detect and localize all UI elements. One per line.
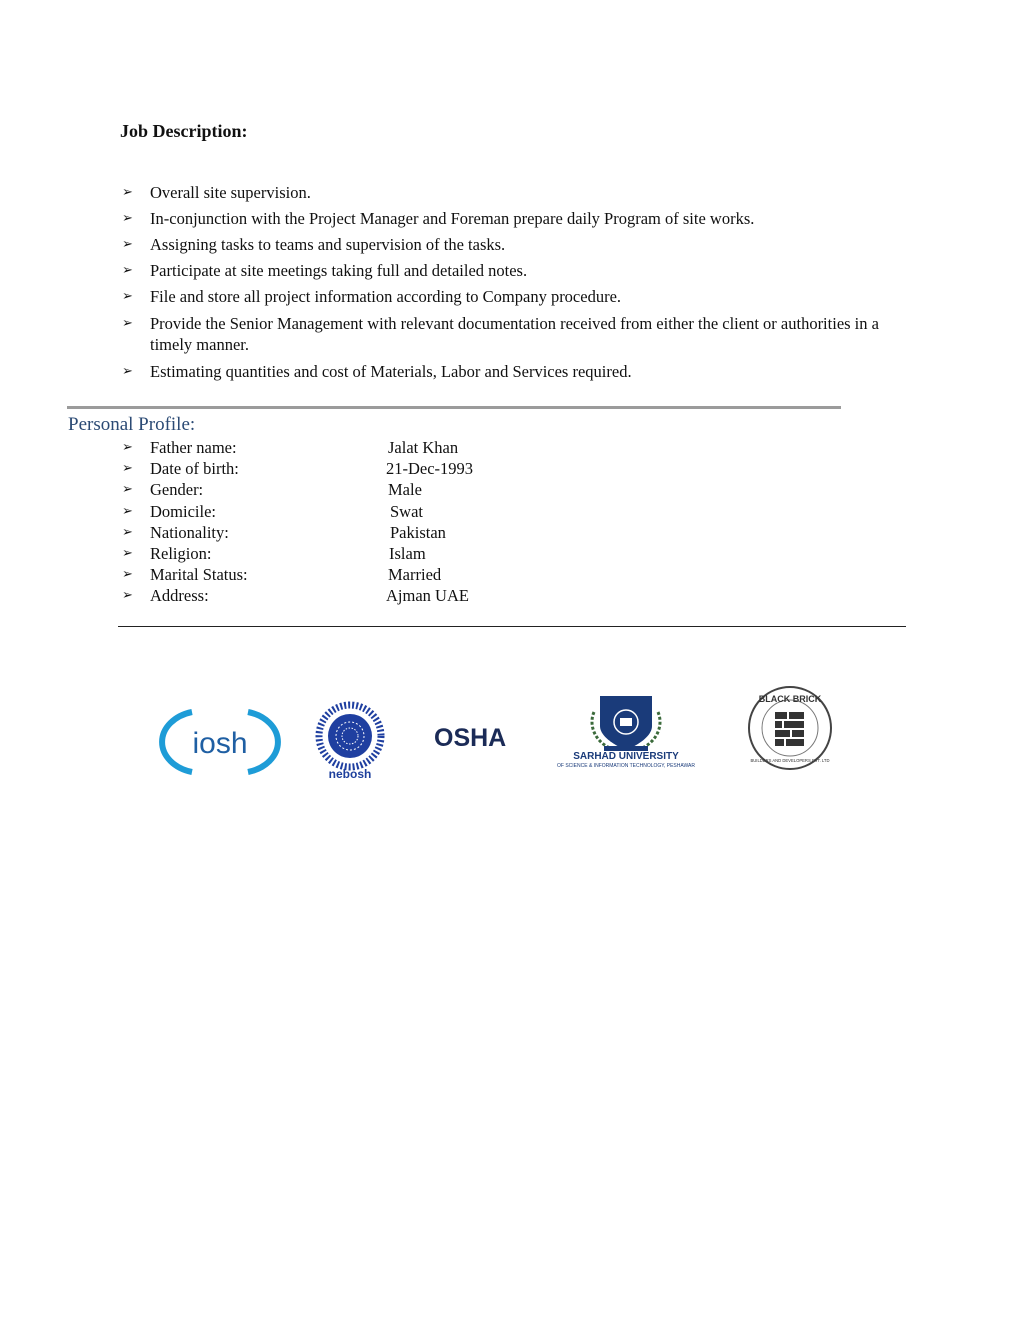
iosh-logo-text: iosh (192, 727, 248, 760)
list-item: ➢ Participate at site meetings taking full and detailed notes. (122, 261, 528, 280)
arrow-bullet-icon: ➢ (122, 588, 133, 604)
arrow-bullet-icon: ➢ (122, 237, 133, 252)
list-item: ➢ In-conjunction with the Project Manager and Foreman prepare daily Program of site works. (122, 209, 755, 228)
arrow-bullet-icon: ➢ (122, 503, 133, 519)
nebosh-logo-text: nebosh (328, 767, 372, 781)
black-brick-logo-text: BLACK BRICK (758, 694, 822, 704)
sarhad-logo-text: SARHAD UNIVERSITY (573, 751, 679, 762)
arrow-bullet-icon: ➢ (122, 289, 133, 304)
black-brick-logo-subtext: BUILDERS AND DEVELOPERS PVT. LTD (750, 758, 830, 763)
profile-label: Father name: (150, 438, 237, 457)
section-divider (67, 406, 841, 409)
section-divider (118, 626, 906, 627)
profile-value: Jalat Khan (388, 438, 459, 457)
job-description-list (120, 182, 880, 382)
arrow-bullet-icon: ➢ (122, 211, 133, 226)
sarhad-university-logo (557, 692, 695, 774)
arrow-bullet-icon: ➢ (122, 364, 133, 379)
list-item: ➢ Assigning tasks to teams and supervision of the tasks. (122, 235, 506, 254)
profile-value: Pakistan (390, 522, 446, 542)
iosh-logo (176, 706, 264, 778)
profile-value: 21-Dec-1993 (386, 459, 474, 479)
osha-logo (432, 722, 522, 754)
profile-value: Swat (390, 501, 423, 521)
profile-label: Nationality: (150, 522, 229, 542)
arrow-bullet-icon: ➢ (122, 567, 133, 583)
arrow-bullet-icon: ➢ (122, 461, 133, 477)
profile-value: Islam (389, 543, 426, 563)
profile-value: Married (388, 565, 442, 585)
profile-label: Date of birth: (150, 459, 239, 479)
profile-label: Address: (150, 586, 209, 606)
black-brick-logo (744, 686, 836, 770)
job-description-heading: Job Description: (120, 121, 248, 141)
arrow-bullet-icon: ➢ (122, 482, 133, 498)
profile-value: Ajman UAE (386, 586, 469, 606)
personal-profile-title: Personal Profile: (68, 414, 196, 435)
list-item: ➢ Estimating quantities and cost of Materials, Labor and Services required. (122, 362, 632, 381)
sarhad-logo-subtext: OF SCIENCE & INFORMATION TECHNOLOGY, PESHAWAR (557, 763, 695, 769)
profile-label: Domicile: (150, 501, 216, 521)
nebosh-logo (312, 703, 388, 783)
list-item: ➢ Provide the Senior Management with relevant documentation received from either the client or authorities in a timely manner. (122, 314, 879, 354)
profile-value: Male (388, 480, 422, 500)
arrow-bullet-icon: ➢ (122, 545, 133, 561)
arrow-bullet-icon: ➢ (122, 440, 133, 455)
list-item: ➢ File and store all project information according to Company procedure. (122, 287, 622, 306)
arrow-bullet-icon: ➢ (122, 524, 133, 540)
profile-label: Gender: (150, 480, 204, 500)
profile-label: Religion: (150, 543, 212, 563)
osha-logo-text: OSHA (434, 724, 507, 752)
profile-label: Marital Status: (150, 565, 248, 585)
list-item: ➢ Overall site supervision. (122, 183, 311, 202)
arrow-bullet-icon: ➢ (122, 263, 133, 278)
arrow-bullet-icon: ➢ (122, 185, 133, 200)
arrow-bullet-icon: ➢ (122, 316, 133, 331)
